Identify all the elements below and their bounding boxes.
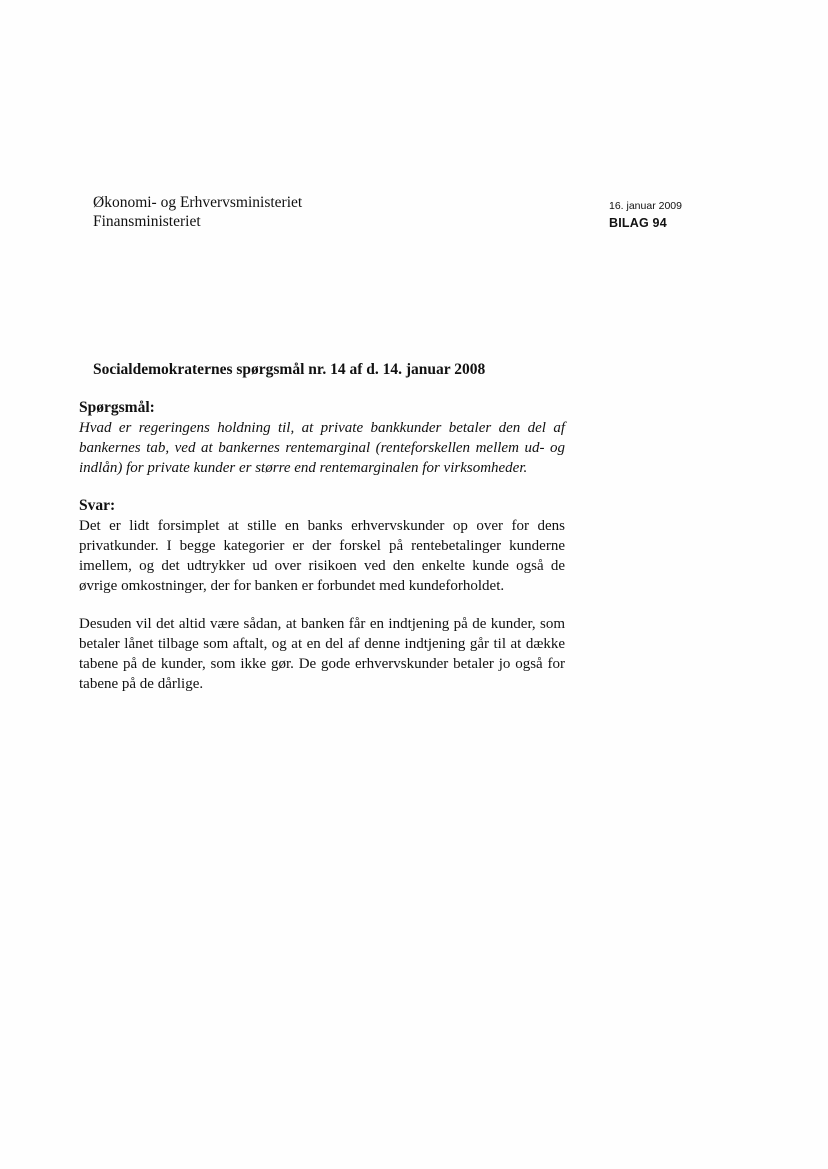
document-title: Socialdemokraternes spørgsmål nr. 14 af d. 14. januar 2008 — [93, 361, 486, 378]
sender-ministry-2: Finansministeriet — [93, 213, 201, 230]
document-meta — [609, 199, 682, 233]
answer-paragraph-2: Desuden vil det altid være sådan, at banken får en indtjening på de kunder, som betaler lånet tilbage som aftalt, og at en del af denne indtjening går til at dække tabene på de kunder, som ikke gør. De gode erhvervskunder betaler jo også for tabene på de dårlige. — [79, 616, 565, 692]
document-body — [79, 360, 565, 712]
sender-ministry-1: Økonomi- og Erhvervsministeriet — [93, 194, 303, 211]
answer-heading: Svar: — [79, 497, 116, 514]
document-date: 16. januar 2009 — [609, 200, 682, 212]
bilag-number: BILAG 94 — [609, 216, 667, 230]
question-heading: Spørgsmål: — [79, 399, 155, 416]
sender-block — [93, 193, 302, 231]
question-text: Hvad er regeringens holdning til, at private bankkunder betaler den del af bankernes tab, ved at bankernes rentemarginal (renteforskellen mellem ud- og indlån) for private kunder er større end rentemarginalen for virksomheder. — [79, 420, 565, 476]
answer-paragraph-1: Det er lidt forsimplet at stille en banks erhvervskunder op over for dens privatkunder. I begge kategorier er der forskel på rentebetalinger kunderne imellem, og det udtrykker ud over risikoen ved den enkelte kunde også de øvrige omkostninger, der for banken er forbundet med kundeforholdet. — [79, 518, 565, 594]
